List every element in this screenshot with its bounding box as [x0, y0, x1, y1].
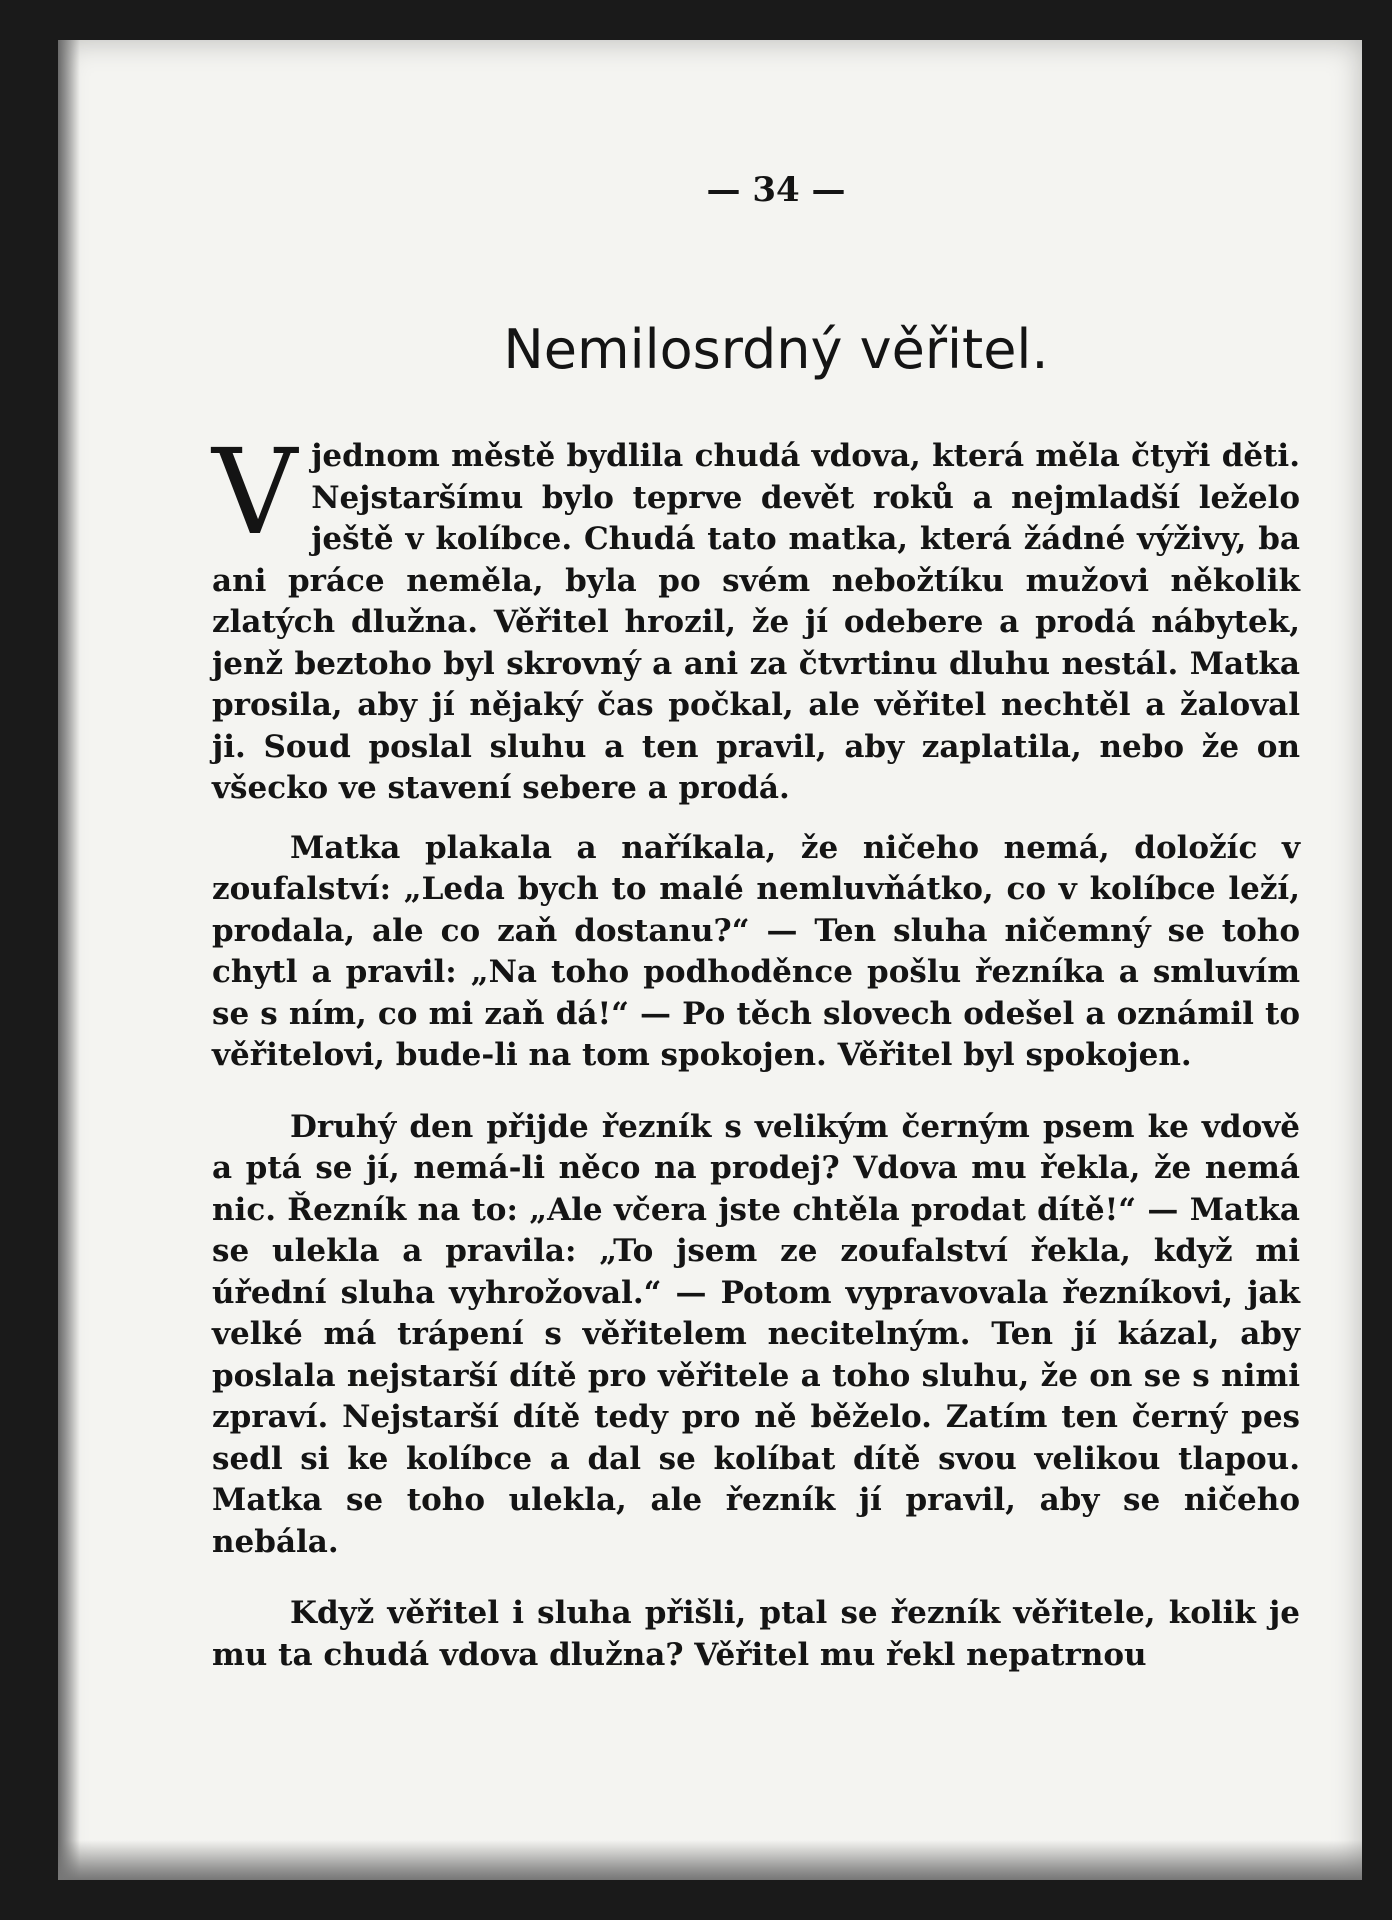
- drop-cap: V: [212, 423, 298, 562]
- paragraph-4: Když věřitel i sluha přišli, ptal se řezník věřitele, kolik je mu ta chudá vdova dlužna? Věřitel mu řekl nepatrnou: [212, 1595, 1300, 1673]
- paragraph-1: [212, 423, 1300, 810]
- page-edge-shadow-left: [58, 40, 80, 1880]
- paragraph-2: Matka plakala a naříkala, že ničeho nemá, doložíc v zoufalství: „Leda bych to malé nemluvňátko, co v kolíbce leží, prodala, ale co zaň dostanu?“ — Ten sluha ničemný se toho chytl a pravil: „Na toho podhoděnce pošlu řezníka a smluvím se s ním, co mi zaň dá!“ — Po těch slovech odešel a oznámil to věřitelovi, bude-li na tom spokojen. Věřitel byl spokojen.: [212, 829, 1300, 1074]
- page-content: [212, 150, 1300, 1676]
- paragraph-1-text: jednom městě bydlila chudá vdova, která měla čtyři děti. Nejstaršímu bylo teprve devět roků a nejmladší leželo ještě v kolíbce. Chudá tato matka, která žádné výživy, ba ani práce neměla, byla po svém nebožtíku mužovi několik zlatých dlužna. Věřitel hrozil, že jí odebere a prodá nábytek, jenž beztoho byl skrovný a ani za čtvrtinu dluhu nestál. Matka prosila, aby jí nějaký čas počkal, ale věřitel nechtěl a žaloval ji. Soud poslal sluhu a ten pravil, aby zaplatila, nebo že on všecko ve stavení sebere a prodá.: [212, 438, 1300, 807]
- page-edge-shadow-bottom: [58, 1840, 1362, 1880]
- paragraph-3: Druhý den přijde řezník s velikým černým psem ke vdově a ptá se jí, nemá-li něco na prodej? Vdova mu řekla, že nemá nic. Řezník na to: „Ale včera jste chtěla prodat dítě!“ — Matka se ulekla a pravila: „To jsem ze zoufalství řekla, když mi úřední sluha vyhrožoval.“ — Potom vypravovala řezníkovi, jak velké má trápení s věřitelem necitelným. Ten jí kázal, aby poslala nejstarší dítě pro věřitele a toho sluhu, že on se s nimi zpraví. Nejstarší dítě tedy pro ně běželo. Zatím ten černý pes sedl si ke kolíbce a dal se kolíbat dítě svou velikou tlapou. Matka se toho ulekla, ale řezník jí pravil, aby se ničeho nebála.: [212, 1108, 1300, 1560]
- page-number: — 34 —: [706, 170, 846, 210]
- chapter-title: Nemilosrdný věřitel.: [503, 318, 1049, 381]
